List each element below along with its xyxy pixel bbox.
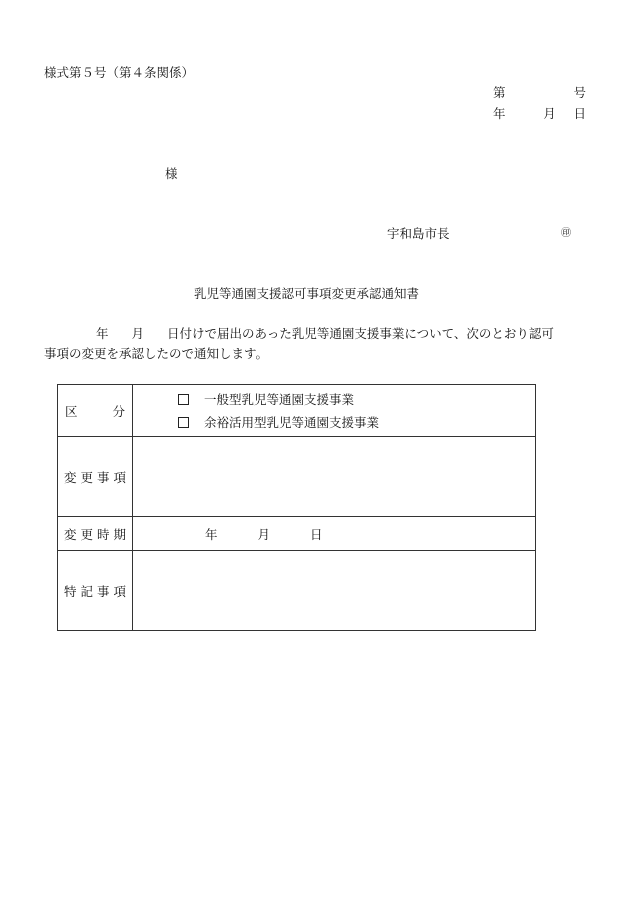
body-year: 年 (96, 326, 109, 341)
table-row (58, 437, 536, 517)
remarks-label-cell: 特 記 事 項 (58, 551, 133, 631)
period-year: 年 (205, 526, 218, 542)
checkbox-icon[interactable] (178, 417, 189, 428)
table-row (58, 551, 536, 631)
option-surplus-use[interactable]: 余裕活用型乳児等通園支援事業 (133, 411, 535, 434)
remarks-value-cell[interactable] (133, 551, 536, 631)
change-period-label-cell: 変 更 時 期 (58, 517, 133, 551)
table-row (58, 385, 536, 437)
seal-mark: ㊞ (561, 228, 571, 239)
table-row (58, 517, 536, 551)
change-details-table (57, 384, 536, 631)
body-line-1 (44, 324, 589, 344)
form-number: 様式第５号（第４条関係） (44, 65, 195, 80)
addressee-suffix: 様 (165, 166, 178, 181)
document-number-line (493, 87, 586, 100)
period-day: 日 (310, 526, 323, 542)
period-month: 月 (257, 526, 271, 542)
change-period-value-cell[interactable] (133, 517, 536, 551)
number-prefix: 第 (493, 85, 506, 100)
checkbox-icon[interactable] (178, 394, 189, 405)
body-line-2: 事項の変更を承認したので通知します。 (44, 346, 269, 361)
change-items-label-cell: 変 更 事 項 (58, 437, 133, 517)
body-month: 月 (131, 326, 145, 341)
issue-date-line (493, 108, 586, 121)
issue-year: 年 (493, 106, 506, 121)
issue-day: 日 (573, 106, 586, 121)
document-title: 乳児等通園支援認可事項変更承認通知書 (194, 286, 420, 301)
category-label-cell: 区 分 (58, 385, 133, 437)
number-suffix: 号 (573, 85, 586, 100)
body-paragraph (44, 324, 589, 364)
change-items-value-cell[interactable] (133, 437, 536, 517)
issue-month: 月 (543, 106, 556, 121)
category-options-cell (133, 385, 536, 437)
option-general[interactable]: 一般型乳児等通園支援事業 (133, 388, 535, 411)
body-line1-rest: 日付けで届出のあった乳児等通園支援事業について、次のとおり認可 (167, 326, 554, 341)
issuer-name: 宇和島市長 (387, 226, 450, 241)
